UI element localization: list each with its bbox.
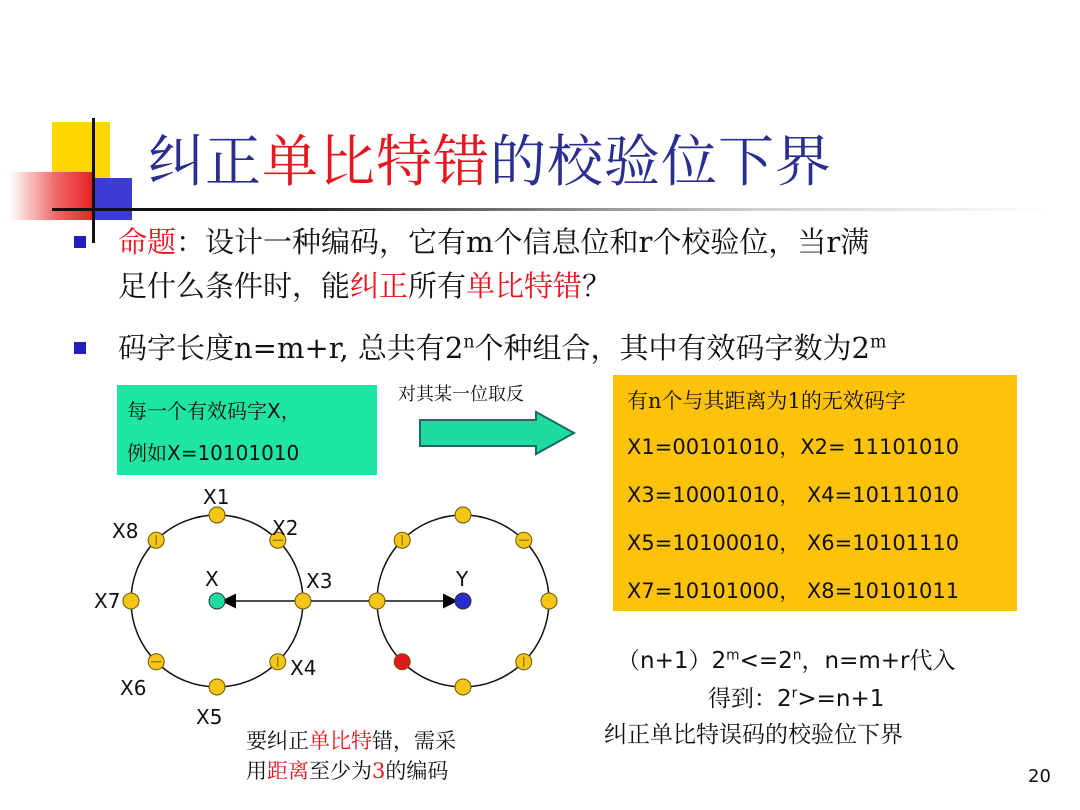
title-part1: 纠正 bbox=[148, 130, 262, 195]
page-number: 20 bbox=[1028, 766, 1051, 787]
bullet-2-sup-2: m bbox=[870, 332, 887, 353]
label-center-y: Y bbox=[456, 567, 469, 591]
sphere-y-neighbor-dot bbox=[541, 593, 557, 609]
bullet-marker-2 bbox=[74, 342, 86, 354]
label-x7: X7 bbox=[94, 589, 121, 613]
bullet-marker-1 bbox=[74, 236, 86, 248]
label-x1: X1 bbox=[203, 485, 230, 509]
slide-title bbox=[148, 118, 832, 198]
hamming-distance-diagram bbox=[0, 480, 600, 740]
title-deco-red-gradient bbox=[10, 172, 92, 220]
flip-bit-label: 对其某一位取反 bbox=[398, 384, 524, 405]
bullet-2-text-2: 个种组合，其中有效码字数为2 bbox=[474, 331, 870, 365]
invalid-codewords-box bbox=[613, 375, 1017, 611]
formula-part-b: <=2 bbox=[739, 648, 793, 674]
bullet-1-line-2 bbox=[118, 264, 611, 305]
label-x6: X6 bbox=[120, 676, 147, 700]
caption-b: 错，需采 bbox=[372, 729, 456, 753]
sphere-y-neighbor-dot bbox=[455, 507, 471, 523]
title-underline bbox=[52, 208, 1052, 211]
invalid-codewords-line-5: X7=10101000， X8=10101011 bbox=[627, 579, 960, 603]
caption-red-1: 单比特 bbox=[309, 729, 372, 753]
caption-red-2: 距离 bbox=[267, 759, 309, 783]
label-x5: X5 bbox=[196, 705, 223, 729]
invalid-codewords-heading: 有n个与其距离为1的无效码字 bbox=[627, 389, 906, 413]
codeword-x-dot bbox=[209, 593, 225, 609]
invalid-codewords-line-2: X1=00101010，X2= 11101010 bbox=[627, 435, 960, 459]
result-part-a: 得到：2 bbox=[708, 686, 792, 712]
bullet-2-sup-1: n bbox=[463, 332, 475, 353]
title-part2-red: 单比特错 bbox=[262, 130, 490, 195]
title-deco-blue-square bbox=[90, 178, 132, 220]
formula-part-a: （n+1）2 bbox=[617, 648, 727, 674]
caption-d: 至少为 bbox=[309, 759, 372, 783]
bullet-1-text: ：设计一种编码，它有m个信息位和r个校验位，当r满 bbox=[176, 225, 870, 259]
valid-codeword-box bbox=[117, 385, 377, 475]
codeword-y-dot bbox=[455, 593, 471, 609]
valid-codeword-line-1: 每一个有效码字X， bbox=[127, 399, 301, 423]
bullet-1-text-2: 足什么条件时，能 bbox=[118, 269, 351, 303]
sphere-y-neighbor-dot bbox=[455, 679, 471, 695]
formula-part-c: ，n=m+r代入 bbox=[801, 648, 956, 674]
formula-sup-n: n bbox=[792, 647, 802, 664]
right-arrow-icon bbox=[418, 410, 578, 456]
distance-caption-line-1 bbox=[246, 726, 456, 756]
proposition-label: 命题 bbox=[118, 225, 177, 259]
result-sup-r: r bbox=[791, 685, 798, 702]
bullet-1-text-3: 所有 bbox=[408, 269, 467, 303]
valid-codeword-line-2: 例如X=10101010 bbox=[127, 441, 300, 465]
sphere-y-neighbor-dot bbox=[369, 593, 385, 609]
title-deco-vertical-line bbox=[92, 118, 95, 243]
distance-caption-line-2 bbox=[246, 756, 456, 786]
result-line bbox=[708, 680, 884, 713]
invalid-codewords-line-3: X3=10001010， X4=10111010 bbox=[627, 483, 960, 507]
label-x3: X3 bbox=[306, 569, 333, 593]
label-center-x: X bbox=[205, 567, 219, 591]
label-x2: X2 bbox=[272, 516, 299, 540]
label-x4: X4 bbox=[290, 656, 317, 680]
bullet-2 bbox=[118, 326, 887, 367]
sphere-x-neighbor-dot bbox=[209, 507, 225, 523]
caption-a: 要纠正 bbox=[246, 729, 309, 753]
bullet-1-text-4: ？ bbox=[582, 269, 612, 303]
label-x8: X8 bbox=[112, 519, 139, 543]
result-part-b: >=n+1 bbox=[797, 686, 885, 712]
inequality-line bbox=[617, 642, 956, 675]
bullet-1-line-1 bbox=[118, 220, 869, 261]
sphere-x-neighbor-dot bbox=[295, 593, 311, 609]
sphere-x-neighbor-dot bbox=[123, 593, 139, 609]
formula-sup-m: m bbox=[726, 647, 740, 664]
caption-c: 用 bbox=[246, 759, 267, 783]
invalid-codewords-line-4: X5=10100010， X6=10101110 bbox=[627, 531, 960, 555]
bullet-2-text-1: 码字长度n=m+r, 总共有2 bbox=[118, 331, 464, 365]
bullet-1-red-3: 单比特错 bbox=[466, 269, 583, 303]
distance-caption bbox=[246, 726, 456, 786]
title-part3: 的校验位下界 bbox=[490, 130, 832, 195]
caption-e: 的编码 bbox=[385, 759, 449, 783]
sphere-x-neighbor-dot bbox=[209, 679, 225, 695]
caption-red-3: 3 bbox=[372, 759, 386, 783]
lower-bound-caption: 纠正单比特误码的校验位下界 bbox=[604, 722, 903, 748]
bullet-1-red-2: 纠正 bbox=[350, 269, 409, 303]
